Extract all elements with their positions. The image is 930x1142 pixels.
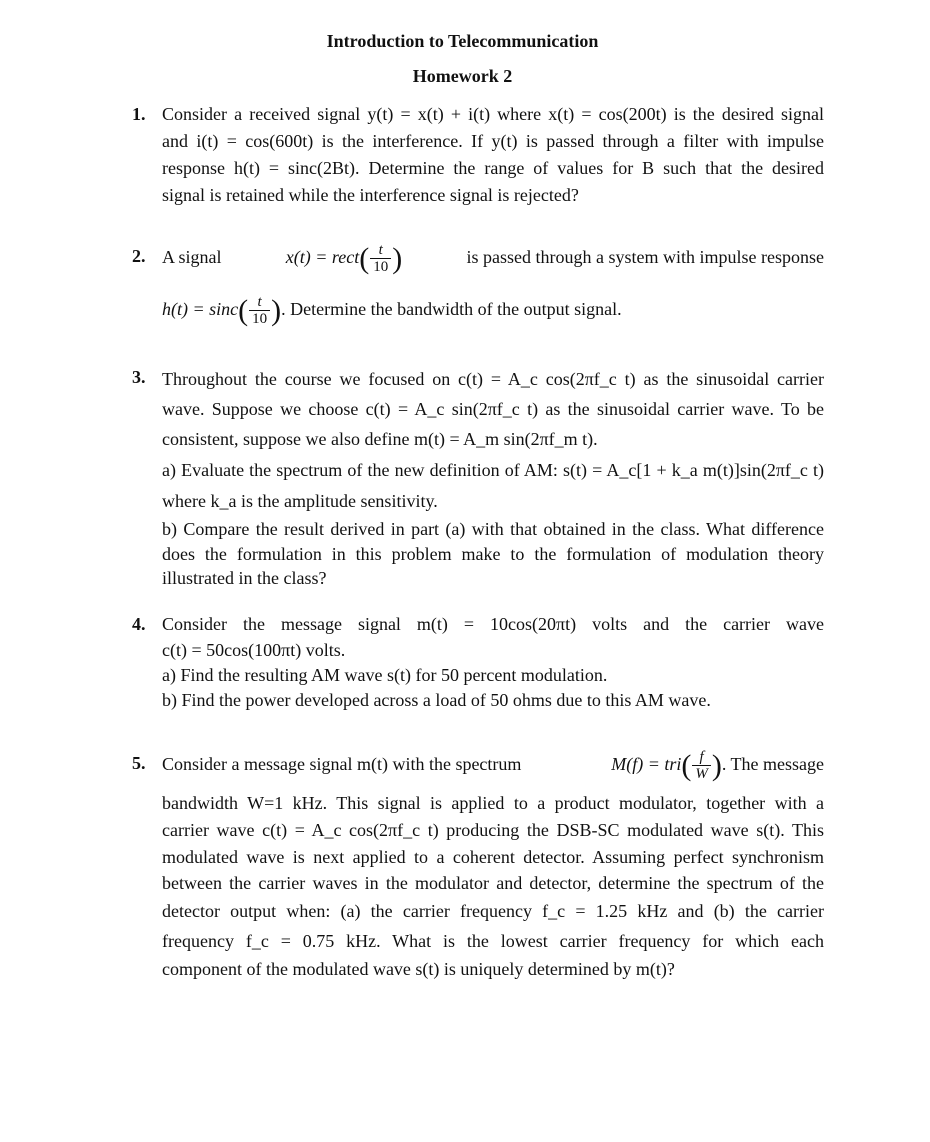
problem-3 [132,364,824,590]
problem-line: illustrated in the class? [162,568,327,588]
problem-number: 5. [132,753,146,773]
problem-line: Consider the message signal m(t) = 10cos(20πt) volts and the carrier wave [162,614,824,634]
problem-line: b) Find the power developed across a load of 50 ohms due to this AM wave. [162,690,711,710]
problem-line: response h(t) = sinc(2Bt). Determine the range of values for B such that the desired [162,158,824,178]
problem-5: 5. Consider a message signal m(t) with the spectrum M(f) = tri( $\frac{f}{W}$ ). The message bandwidth W=1 kHz. This signal is applied to a product modulator, together with a carrier wave c(t) = A_c cos(2πf_c t) producing the DSB-SC modulated wave s(t). This modulated wave is next applied to a coherent detector. Assuming perfect synchronism between the carrier waves in the modulator and detector, determine the spectrum of the detector output when: (a) the carrier frequency f_c = 1.25 kHz and (b) the carrier frequency f_c = 0.75 kHz. What is the lowest carrier frequency for which each component of the modulated wave s(t) is uniquely determined by m(t)? [132,738,824,983]
problem-line: between the carrier waves in the modulator and detector, determine the spectrum of the [162,873,824,893]
fraction: $\frac{f}{W}$ [692,749,711,782]
problem-line: Throughout the course we focused on c(t) = A_c cos(2πf_c t) as the sinusoidal carrier [162,369,824,389]
problem-number: 3. [132,367,146,387]
problem-number: 4. [132,614,146,634]
equation: M(f) = tri [611,754,682,774]
problem-text: A signal [162,247,222,267]
homework-title: Homework 2 [412,66,513,86]
problem-1 [132,101,824,209]
fraction: $\frac{t}{10}$ [249,294,270,327]
fraction: $\frac{t}{10}$ [370,242,391,275]
problem-line: modulated wave is next applied to a coherent detector. Assuming perfect synchronism [162,847,824,867]
problem-line: detector output when: (a) the carrier frequency f_c = 1.25 kHz and (b) the carrier [162,901,824,921]
problem-line: and i(t) = cos(600t) is the interference. If y(t) is passed through a filter with impulse [162,131,824,151]
problem-text: Consider a message signal m(t) with the spectrum [162,754,522,774]
problem-line: does the formulation in this problem make to the formulation of modulation theory [162,544,824,564]
course-title: Introduction to Telecommunication [326,31,599,51]
problem-4 [132,611,824,713]
problem-text: . Determine the bandwidth of the output signal. [281,299,622,319]
problem-line: component of the modulated wave s(t) is uniquely determined by m(t)? [162,959,675,979]
problem-line: Consider a received signal y(t) = x(t) + i(t) where x(t) = cos(200t) is the desired signal [162,104,824,124]
problem-line: c(t) = 50cos(100πt) volts. [162,640,346,660]
problem-line: a) Find the resulting AM wave s(t) for 50 percent modulation. [162,665,608,685]
problem-line: signal is retained while the interference signal is rejected? [162,185,579,205]
problem-number: 2. [132,246,146,266]
problem-line: frequency f_c = 0.75 kHz. What is the lowest carrier frequency for which each [162,931,824,951]
problem-2: 2. A signal x(t) = rect( $\frac{t}{10}$ ) is passed through a system with impulse response h(t) = sinc( $\frac{t}{10}$ ). Determine the bandwidth of the output signal. [132,231,824,335]
problem-line: a) Evaluate the spectrum of the new definition of AM: s(t) = A_c[1 + k_a m(t)]sin(2πf_c t) [162,460,824,480]
problem-number: 1. [132,104,146,124]
problem-line: bandwidth W=1 kHz. This signal is applied to a product modulator, together with a [162,793,824,813]
problem-line: carrier wave c(t) = A_c cos(2πf_c t) producing the DSB-SC modulated wave s(t). This [162,820,824,840]
problem-line: consistent, suppose we also define m(t) = A_m sin(2πf_m t). [162,429,598,449]
equation: x(t) = rect [285,247,360,267]
problem-line: where k_a is the amplitude sensitivity. [162,491,438,511]
problem-text: is passed through a system with impulse response [466,247,824,267]
problem-line: b) Compare the result derived in part (a) with that obtained in the class. What difference [162,519,824,539]
problem-text: . The message [721,754,824,774]
equation: h(t) = sinc [162,299,239,319]
problem-line: wave. Suppose we choose c(t) = A_c sin(2πf_c t) as the sinusoidal carrier wave. To be [162,399,824,419]
